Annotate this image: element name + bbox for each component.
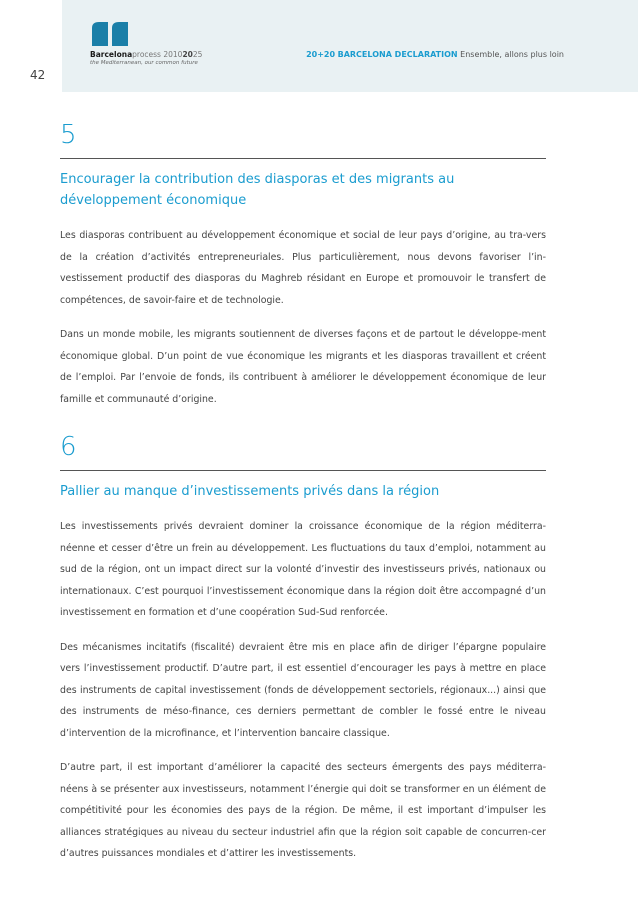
section-6 [60,432,546,865]
logo-tagline: the Mediterranean, our common future [90,60,198,66]
logo-brand: Barcelona [90,50,133,59]
section-paragraph: Dans un monde mobile, les migrants soutiennent de diverses façons et de partout le développe-ment économique global. D’un point de vue économique les migrants et les diasporas travaillent et créent de l’emploi. Par l’envoie de fonds, ils contribuent à améliorer le développement économique de leur famille et communauté d’origine. [60,329,546,405]
section-paragraph: Des mécanismes incitatifs (fiscalité) devraient être mis en place afin de diriger l’épargne populaire vers l’investissement productif. D’autre part, il est essentiel d’encourager les pays à mettre en place des instruments de capital investissement (fonds de développement sectoriels, régionaux...) ainsi que des instruments de méso-finance, ces derniers permettant de combler le fossé entre le niveau d’intervention de la microfinance, et l’intervention bancaire classique. [60,641,546,739]
section-title: Encourager la contribution des diasporas et des migrants au développement économique [60,172,455,208]
section-paragraph: D’autre part, il est important d’améliorer la capacité des secteurs émergents des pays méditerra-néens à se présenter aux investisseurs, notamment l’énergie qui doit se transformer en un élément de compétitivité pour les économies des pays de la région. De même, il est important d’impulser les alliances stratégiques au niveau du secteur industriel afin que la région soit capable de concurren-cer d’autres puissances mondiales et d’attirer les investissements. [60,762,546,859]
header-declaration [306,50,564,59]
section-paragraph: Les diasporas contribuent au développement économique et social de leur pays d’origine, au tra-vers de la création d’activités entrepreneuriales. Plus particulièrement, nous devons favoriser l’in-vestissement productif des diasporas du Maghreb résidant en Europe et promouvoir le transfert de compétences, de savoir-faire et de technologie. [60,230,546,306]
logo-title [90,50,202,59]
section-5 [60,120,546,410]
header-band [62,0,638,92]
section-divider [60,158,546,159]
section-number: 6 [60,432,77,462]
logo-years-c: 25 [192,50,203,59]
logo-years-b: 20 [182,50,193,59]
section-paragraph: Les investissements privés devraient dominer la croissance économique de la région méditerra-néenne et cesser d’être un frein au développement. Les fluctuations du taux d’emploi, notamment au sud de la région, ont un impact direct sur la volonté d’investir des investisseurs privés, nationaux ou internationaux. C’est pourquoi l’investissement économique dans la région doit être accompagné d’un investissement en formation et d’une coopération Sud-Sud renforcée. [60,521,546,618]
section-number: 5 [60,120,77,150]
declaration-code: 20+20 [306,50,336,59]
barcelona-process-logo-icon [90,20,130,48]
logo-years-a: 2010 [163,50,183,59]
main-content [60,120,546,878]
declaration-subtitle: Ensemble, allons plus loin [460,50,564,59]
declaration-title: BARCELONA DECLARATION [337,50,458,59]
section-title: Pallier au manque d’investissements privés dans la région [60,484,440,499]
section-divider [60,470,546,471]
page-number: 42 [30,68,46,82]
logo-process: process [132,50,161,59]
